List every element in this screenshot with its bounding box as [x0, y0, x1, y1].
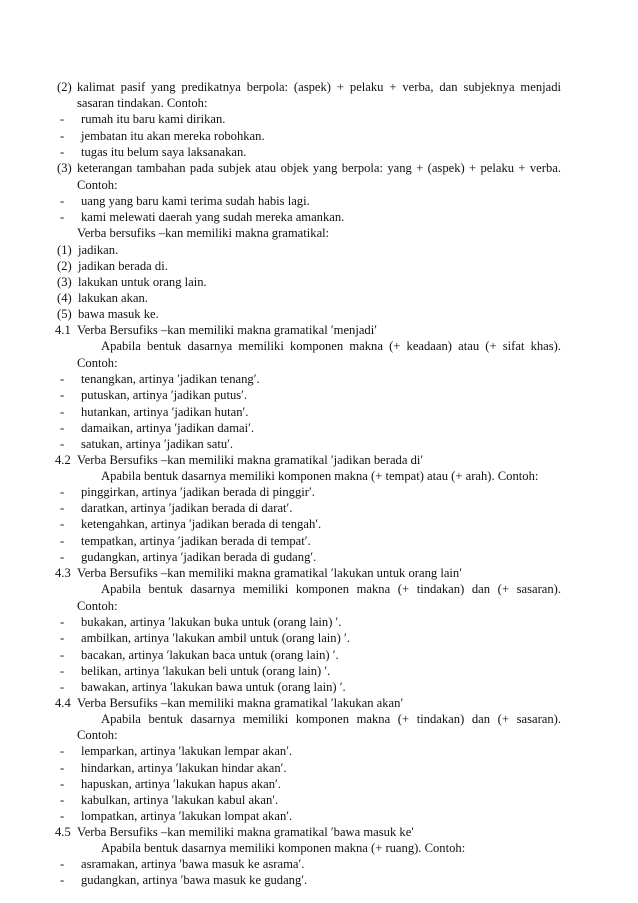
bullet-dash: -	[60, 112, 65, 126]
item-marker: (5)	[57, 307, 72, 321]
section-number: 4.3	[55, 566, 71, 580]
example-item: lemparkan, artinya ′lakukan lempar akan′.	[81, 744, 293, 758]
meaning-item: jadikan.	[78, 243, 119, 257]
example-item: satukan, artinya ′jadikan satu′.	[81, 437, 234, 451]
example-item: damaikan, artinya ′jadikan damai′.	[81, 421, 255, 435]
example-item: gudangkan, artinya ′jadikan berada di gudang′.	[81, 550, 317, 564]
section-heading: Verba Bersufiks –kan memiliki makna gramatikal ′lakukan akan′	[77, 696, 404, 710]
example-item: uang yang baru kami terima sudah habis lagi.	[81, 194, 310, 208]
example-item: ambilkan, artinya ′lakukan ambil untuk (orang lain) ′.	[81, 631, 350, 645]
bullet-dash: -	[60, 421, 65, 435]
bullet-dash: -	[60, 777, 65, 791]
meaning-item: bawa masuk ke.	[78, 307, 159, 321]
example-item: bacakan, artinya ′lakukan baca untuk (orang lain) ′.	[81, 648, 339, 662]
paragraph-line: kalimat pasif yang predikatnya berpola: (aspek) + pelaku + verba, dan subjeknya menjadi	[77, 80, 561, 94]
example-item: asramakan, artinya ′bawa masuk ke asrama′.	[81, 857, 305, 871]
example-item: bawakan, artinya ′lakukan bawa untuk (orang lain) ′.	[81, 680, 346, 694]
item-marker: (1)	[57, 243, 72, 257]
bullet-dash: -	[60, 648, 65, 662]
meaning-item: lakukan untuk orang lain.	[78, 275, 207, 289]
bullet-dash: -	[60, 129, 65, 143]
section-heading: Verba Bersufiks –kan memiliki makna gramatikal ′lakukan untuk orang lain′	[77, 566, 462, 580]
bullet-dash: -	[60, 145, 65, 159]
section-description: Contoh:	[77, 599, 118, 613]
example-item: hutankan, artinya ′jadikan hutan′.	[81, 405, 249, 419]
meaning-item: lakukan akan.	[78, 291, 148, 305]
example-item: kabulkan, artinya ′lakukan kabul akan′.	[81, 793, 279, 807]
bullet-dash: -	[60, 809, 65, 823]
section-description: Apabila bentuk dasarnya memiliki komponen makna (+ keadaan) atau (+ sifat khas).	[101, 339, 561, 353]
section-number: 4.5	[55, 825, 71, 839]
section-description: Apabila bentuk dasarnya memiliki komponen makna (+ tindakan) dan (+ sasaran).	[101, 582, 561, 596]
section-description: Apabila bentuk dasarnya memiliki komponen makna (+ ruang). Contoh:	[101, 841, 466, 855]
bullet-dash: -	[60, 534, 65, 548]
section-description: Contoh:	[77, 356, 118, 370]
bullet-dash: -	[60, 873, 65, 887]
example-item: tenangkan, artinya ′jadikan tenang′.	[81, 372, 260, 386]
item-marker: (4)	[57, 291, 72, 305]
item-marker: (3)	[57, 161, 72, 175]
example-item: hapuskan, artinya ′lakukan hapus akan′.	[81, 777, 281, 791]
section-description: Contoh:	[77, 728, 118, 742]
bullet-dash: -	[60, 664, 65, 678]
example-item: bukakan, artinya ′lakukan buka untuk (orang lain) ′.	[81, 615, 342, 629]
example-item: belikan, artinya ′lakukan beli untuk (orang lain) ′.	[81, 664, 331, 678]
example-item: lompatkan, artinya ′lakukan lompat akan′.	[81, 809, 293, 823]
bullet-dash: -	[60, 550, 65, 564]
paragraph-line: keterangan tambahan pada subjek atau objek yang berpola: yang + (aspek) + pelaku + verba.	[77, 161, 561, 175]
meaning-item: jadikan berada di.	[78, 259, 168, 273]
bullet-dash: -	[60, 501, 65, 515]
bullet-dash: -	[60, 437, 65, 451]
item-marker: (3)	[57, 275, 72, 289]
section-description: Apabila bentuk dasarnya memiliki komponen makna (+ tempat) atau (+ arah). Contoh:	[101, 469, 539, 483]
section-number: 4.1	[55, 323, 71, 337]
bullet-dash: -	[60, 857, 65, 871]
section-heading: Verba Bersufiks –kan memiliki makna gramatikal ′menjadi′	[77, 323, 377, 337]
example-item: kami melewati daerah yang sudah mereka amankan.	[81, 210, 345, 224]
paragraph-line: Contoh:	[77, 178, 118, 192]
example-item: ketengahkan, artinya ′jadikan berada di tengah′.	[81, 517, 322, 531]
example-item: gudangkan, artinya ′bawa masuk ke gudang′.	[81, 873, 308, 887]
bullet-dash: -	[60, 485, 65, 499]
bullet-dash: -	[60, 744, 65, 758]
item-marker: (2)	[57, 259, 72, 273]
bullet-dash: -	[60, 615, 65, 629]
bullet-dash: -	[60, 210, 65, 224]
example-item: pinggirkan, artinya ′jadikan berada di pinggir′.	[81, 485, 315, 499]
section-heading: Verba Bersufiks –kan memiliki makna gramatikal ′jadikan berada di′	[77, 453, 424, 467]
bullet-dash: -	[60, 680, 65, 694]
intro-line: Verba bersufiks –kan memiliki makna gramatikal:	[77, 226, 330, 240]
section-description: Apabila bentuk dasarnya memiliki komponen makna (+ tindakan) dan (+ sasaran).	[101, 712, 561, 726]
section-number: 4.4	[55, 696, 71, 710]
bullet-dash: -	[60, 372, 65, 386]
example-item: jembatan itu akan mereka robohkan.	[81, 129, 265, 143]
bullet-dash: -	[60, 793, 65, 807]
section-number: 4.2	[55, 453, 71, 467]
example-item: rumah itu baru kami dirikan.	[81, 112, 226, 126]
bullet-dash: -	[60, 388, 65, 402]
example-item: tugas itu belum saya laksanakan.	[81, 145, 247, 159]
bullet-dash: -	[60, 517, 65, 531]
item-marker: (2)	[57, 80, 72, 94]
bullet-dash: -	[60, 631, 65, 645]
bullet-dash: -	[60, 405, 65, 419]
section-heading: Verba Bersufiks –kan memiliki makna gramatikal ′bawa masuk ke′	[77, 825, 415, 839]
example-item: putuskan, artinya ′jadikan putus′.	[81, 388, 248, 402]
bullet-dash: -	[60, 194, 65, 208]
paragraph-line: sasaran tindakan. Contoh:	[77, 96, 208, 110]
bullet-dash: -	[60, 761, 65, 775]
example-item: tempatkan, artinya ′jadikan berada di tempat′.	[81, 534, 311, 548]
example-item: hindarkan, artinya ′lakukan hindar akan′.	[81, 761, 287, 775]
example-item: daratkan, artinya ′jadikan berada di darat′.	[81, 501, 293, 515]
